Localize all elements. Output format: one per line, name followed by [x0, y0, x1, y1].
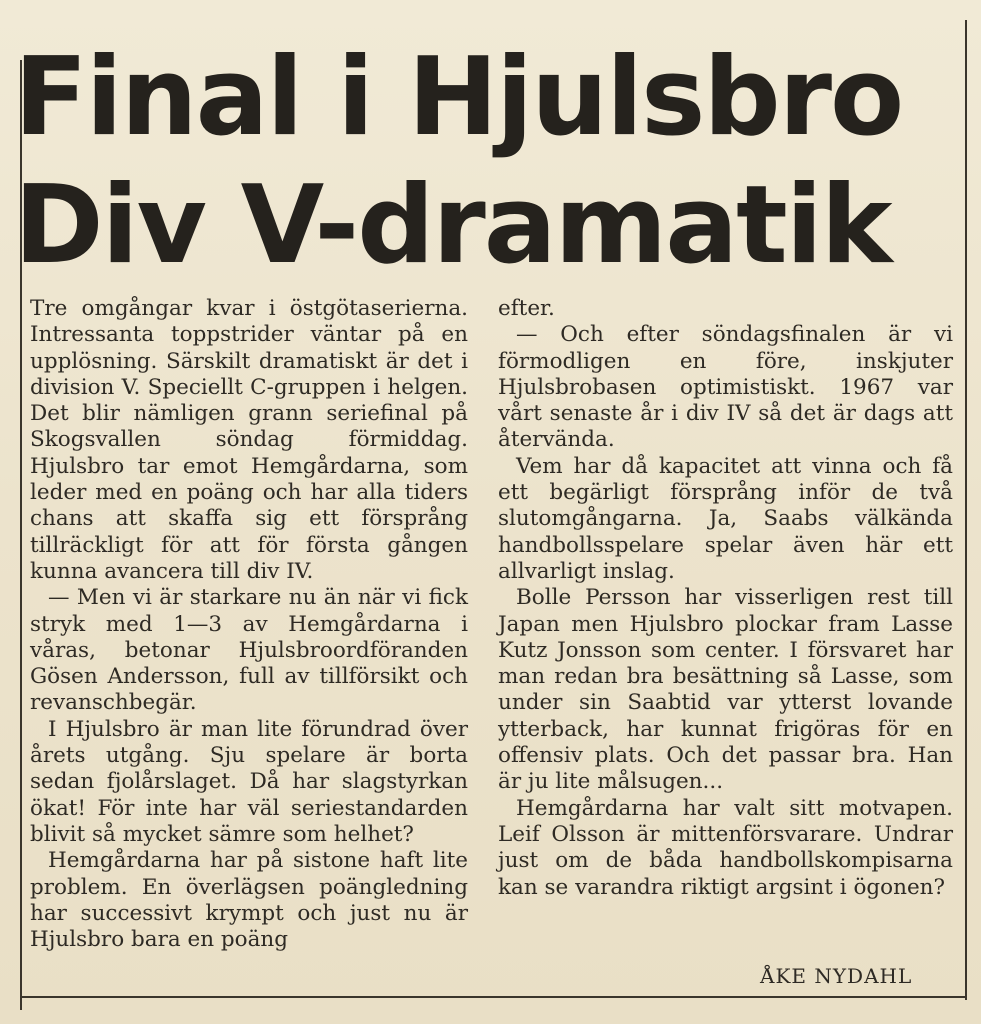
headline-line-2: Div V-dramatik [14, 163, 891, 288]
paragraph: Tre omgångar kvar i östgötaserierna. Intressanta toppstrider väntar på en upplösning. Särskilt dramatiskt är det i division V. Speciellt C-gruppen i helgen. Det blir nämligen grann seriefinal på Skogsvallen söndag förmiddag. Hjulsbro tar emot Hemgårdarna, som leder med en poäng och har alla tiders chans att skaffa sig ett försprång tillräckligt för att för första gången kunna avancera till div IV. [30, 296, 468, 584]
article-left-column [30, 296, 468, 953]
frame-bottom-rule [20, 996, 967, 998]
paragraph: I Hjulsbro är man lite förundrad över årets utgång. Sju spelare är borta sedan fjolårslaget. Då har slagstyrkan ökat! För inte har väl seriestandarden blivit så mycket sämre som helhet? [30, 716, 468, 847]
paragraph: Hemgårdarna har valt sitt motvapen. Leif Olsson är mittenförsvarare. Undrar just om de båda handbollskompisarna kan se varandra riktigt argsint i ögonen? [498, 795, 953, 900]
paragraph: Hemgårdarna har på sistone haft lite problem. En överlägsen poängledning har successivt krympt och just nu är Hjulsbro bara en poäng [30, 848, 468, 953]
paragraph: — Men vi är starkare nu än när vi fick stryk med 1—3 av Hemgårdarna i våras, betonar Hjulsbroordföranden Gösen Andersson, full av tillförsikt och revanschbegär. [30, 585, 468, 716]
headline-line-1: Final i Hjulsbro [14, 35, 903, 160]
paragraph: — Och efter söndagsfinalen är vi förmodligen en före, inskjuter Hjulsbrobasen optimistiskt. 1967 var vårt senaste år i div IV så det är dags att återvända. [498, 322, 953, 453]
paragraph: efter. [498, 296, 555, 321]
adjacent-column-fragment [0, 180, 14, 1000]
author-byline: ÅKE NYDAHL [760, 964, 913, 988]
paragraph: Vem har då kapacitet att vinna och få ett begärligt försprång inför de två slutomgångarna. Ja, Saabs välkända handbollsspelare spelar även här ett allvarligt inslag. [498, 453, 953, 584]
frame-right-rule [965, 20, 967, 1000]
paragraph: Bolle Persson har visserligen rest till Japan men Hjulsbro plockar fram Lasse Kutz Jonsson som center. I försvaret har man redan bra besättning så Lasse, som under sin Saabtid var ytterst lovande ytterback, har kunnat frigöras för en offensiv plats. Och det passar bra. Han är ju lite målsugen... [498, 585, 953, 795]
article-right-column [498, 296, 953, 901]
